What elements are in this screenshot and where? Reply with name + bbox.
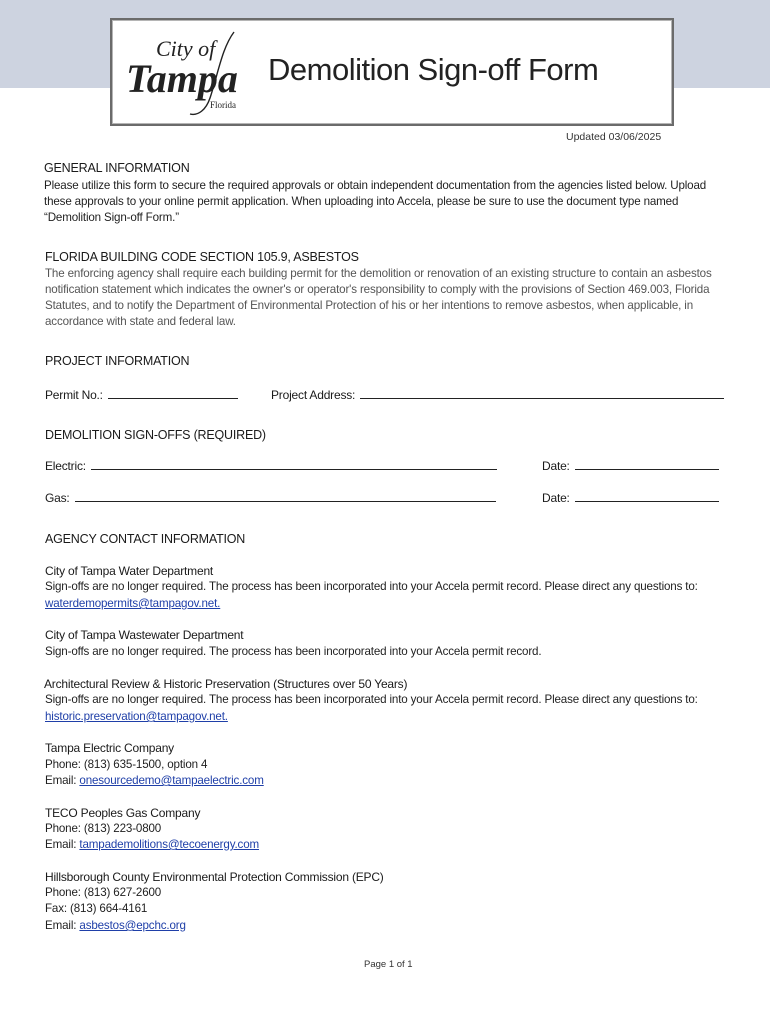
project-address-field[interactable] xyxy=(271,388,724,402)
updated-date: Updated 03/06/2025 xyxy=(566,131,662,143)
electric-label: Electric: xyxy=(45,459,86,473)
project-address-label: Project Address: xyxy=(271,388,356,402)
electric-date-field[interactable] xyxy=(542,459,719,473)
tampa-electric-email-link[interactable]: onesourcedemo@tampaelectric.com xyxy=(79,774,264,787)
tampa-electric-phone: Phone: (813) 635-1500, option 4 xyxy=(45,758,208,771)
epc-name: Hillsborough County Environmental Protection Commission (EPC) xyxy=(45,870,384,884)
page-title: Demolition Sign-off Form xyxy=(268,52,599,87)
peoples-gas-name: TECO Peoples Gas Company xyxy=(45,806,201,820)
gas-date-label: Date: xyxy=(542,491,570,505)
asbestos-heading: FLORIDA BUILDING CODE SECTION 105.9, ASBESTOS xyxy=(45,250,359,264)
tampa-electric-email-label: Email: xyxy=(45,774,77,787)
wastewater-dept-name: City of Tampa Wastewater Department xyxy=(45,628,244,642)
logo-tampa: Tampa xyxy=(126,56,238,101)
asbestos-line-3: Statutes, and to notify the Department of Environmental Protection of his or her intentions to remove asbestos, when applicable, in xyxy=(45,299,694,312)
project-address-input-line[interactable] xyxy=(360,397,724,399)
general-heading: GENERAL INFORMATION xyxy=(44,161,190,175)
page-number: Page 1 of 1 xyxy=(364,959,413,970)
gas-signoff-field[interactable] xyxy=(45,491,496,505)
architectural-review-name: Architectural Review & Historic Preservation (Structures over 50 Years) xyxy=(44,677,408,691)
epc-email-link[interactable]: asbestos@epchc.org xyxy=(79,919,186,932)
signoffs-heading: DEMOLITION SIGN-OFFS (REQUIRED) xyxy=(45,428,266,442)
peoples-gas-email-link[interactable]: tampademolitions@tecoenergy.com xyxy=(79,838,260,851)
epc-email-label: Email: xyxy=(45,919,77,932)
permit-label: Permit No.: xyxy=(45,388,103,402)
asbestos-line-2: notification statement which indicates the owner's or operator's responsibility to comply with the provisions of Section 469.003, Florida xyxy=(45,283,710,296)
peoples-gas-email-row xyxy=(45,838,259,851)
epc-phone: Phone: (813) 627-2600 xyxy=(45,886,162,899)
peoples-gas-phone: Phone: (813) 223-0800 xyxy=(45,822,162,835)
logo-florida: Florida xyxy=(210,100,236,110)
city-of-tampa-logo xyxy=(122,26,272,118)
agency-heading: AGENCY CONTACT INFORMATION xyxy=(45,532,246,546)
general-line-1: Please utilize this form to secure the required approvals or obtain independent documentation from the agencies listed below. Upload xyxy=(44,179,707,192)
epc-fax: Fax: (813) 664-4161 xyxy=(45,902,148,915)
form-header xyxy=(110,18,674,126)
water-dept-email-link[interactable]: waterdemopermits@tampagov.net. xyxy=(45,597,221,610)
electric-date-input-line[interactable] xyxy=(575,468,719,470)
logo-city-of: City of xyxy=(156,36,216,61)
peoples-gas-email-label: Email: xyxy=(45,838,77,851)
gas-input-line[interactable] xyxy=(75,500,496,502)
water-dept-note: Sign-offs are no longer required. The process has been incorporated into your Accela permit record. Please direct any questions to: xyxy=(45,580,698,593)
water-dept-name: City of Tampa Water Department xyxy=(45,564,214,578)
electric-signoff-field[interactable] xyxy=(45,459,497,473)
project-heading: PROJECT INFORMATION xyxy=(45,354,190,368)
tampa-electric-email-row xyxy=(45,774,264,787)
historic-preservation-email-link[interactable]: historic.preservation@tampagov.net. xyxy=(45,710,228,723)
architectural-review-note: Sign-offs are no longer required. The process has been incorporated into your Accela permit record. Please direct any questions to: xyxy=(45,693,698,706)
epc-email-row xyxy=(45,919,186,932)
wastewater-dept-note: Sign-offs are no longer required. The process has been incorporated into your Accela permit record. xyxy=(45,645,542,658)
permit-field[interactable] xyxy=(45,388,238,402)
gas-date-input-line[interactable] xyxy=(575,500,719,502)
general-line-2: these approvals to your online permit application. When uploading into Accela, please be sure to use the document type named xyxy=(44,195,679,208)
electric-date-label: Date: xyxy=(542,459,570,473)
electric-input-line[interactable] xyxy=(91,468,497,470)
asbestos-line-1: The enforcing agency shall require each building permit for the demolition or renovation of an existing structure to contain an asbestos xyxy=(45,267,712,280)
asbestos-line-4: accordance with state and federal law. xyxy=(45,315,236,328)
tampa-electric-name: Tampa Electric Company xyxy=(45,741,174,755)
gas-label: Gas: xyxy=(45,491,70,505)
gas-date-field[interactable] xyxy=(542,491,719,505)
general-line-3: “Demolition Sign-off Form.” xyxy=(44,211,179,224)
permit-input-line[interactable] xyxy=(108,397,238,399)
